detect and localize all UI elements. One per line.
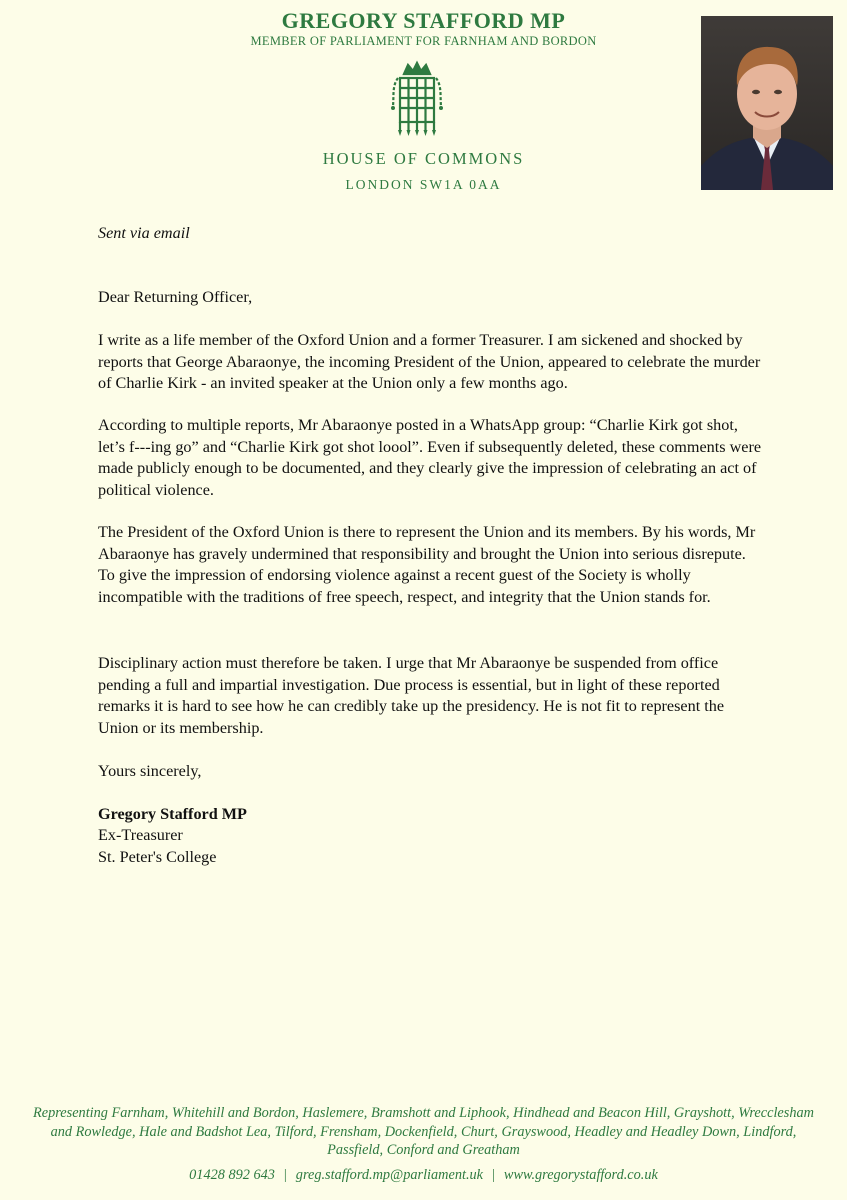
letter-paragraph: Disciplinary action must therefore be taken. I urge that Mr Abaraonye be suspended from office pending a full and impartial investigation. Due process is essential, but in light of these reported remarks it is hard to see how he can credibly take up the presidency. He is not fit to represent the Union or its membership. bbox=[98, 654, 725, 737]
mp-portrait-photo bbox=[701, 16, 833, 190]
portcullis-crest-icon bbox=[388, 60, 446, 142]
footer-represented-areas: Representing Farnham, Whitehill and Bordon, Haslemere, Bramshott and Liphook, Hindhead and Beacon Hill, Grayshott, Wrecclesham and Rowledge, Hale and Badshot Lea, Tilford, Frensham, Dockenfield, Churt, Grayswood, Headley and Headley Down, Lindford, Passfield, Conford and Greatham bbox=[33, 1105, 814, 1158]
signature-college: St. Peter's College bbox=[98, 848, 217, 866]
salutation: Dear Returning Officer, bbox=[98, 288, 253, 306]
footer-separator: | bbox=[492, 1167, 495, 1183]
mp-name-heading: GREGORY STAFFORD MP bbox=[281, 8, 566, 33]
house-of-commons-heading: HOUSE OF COMMONS bbox=[322, 149, 525, 168]
letter-paragraph: I write as a life member of the Oxford Union and a former Treasurer. I am sickened and shocked by reports that George Abaraonye, the incoming President of the Union, appeared to celebrate the murder of Charlie Kirk - an invited speaker at the Union only a few months ago. bbox=[98, 331, 761, 392]
constituency-subheading: MEMBER OF PARLIAMENT FOR FARNHAM AND BORDON bbox=[250, 34, 597, 48]
letter-paragraph: According to multiple reports, Mr Abaraonye posted in a WhatsApp group: “Charlie Kirk got shot, let’s f---ing go” and “Charlie Kirk got shot loool”. Even if subsequently deleted, these comments were made publicly enough to be documented, and they clearly give the impression of celebrating an act of political violence. bbox=[98, 416, 762, 499]
footer-email-link[interactable]: greg.stafford.mp@parliament.uk bbox=[295, 1167, 484, 1183]
footer-separator: | bbox=[283, 1167, 287, 1183]
closing: Yours sincerely, bbox=[98, 762, 202, 780]
house-address: LONDON SW1A 0AA bbox=[345, 177, 502, 192]
footer-website-link[interactable]: www.gregorystafford.co.uk bbox=[503, 1167, 658, 1183]
letter-paragraph: The President of the Oxford Union is there to represent the Union and its members. By his words, Mr Abaraonye has gravely undermined that responsibility and brought the Union into serious disrepute. To give the impression of endorsing violence against a recent guest of the Society is wholly incompatible with the traditions of free speech, respect, and integrity that the Union stands for. bbox=[98, 523, 756, 606]
signature-name: Gregory Stafford MP bbox=[98, 805, 247, 823]
footer-contact bbox=[0, 1167, 847, 1184]
signature-title: Ex-Treasurer bbox=[98, 826, 183, 844]
footer-phone: 01428 892 643 bbox=[189, 1167, 275, 1183]
sent-via-note: Sent via email bbox=[98, 224, 190, 242]
